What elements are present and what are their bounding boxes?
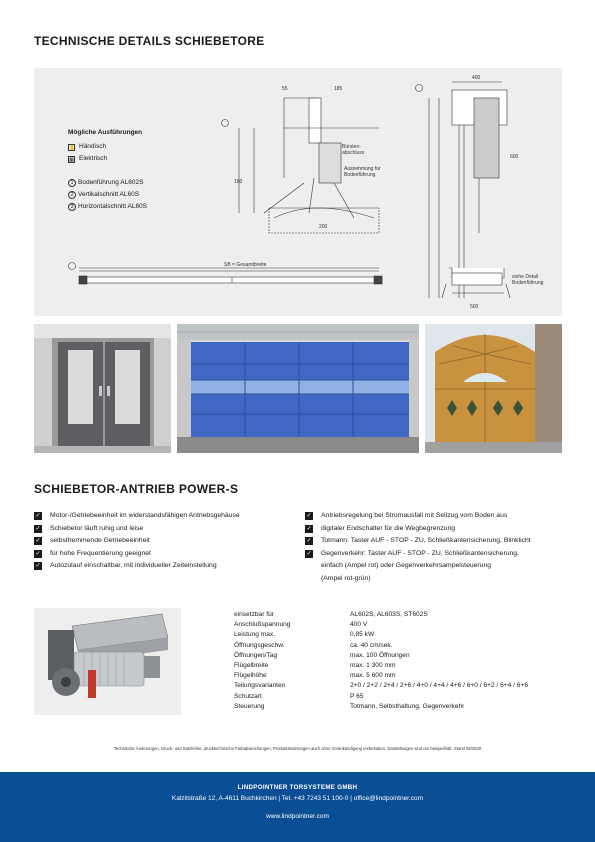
list-item <box>305 535 565 548</box>
spec-value: max. 5 600 mm <box>350 672 396 680</box>
table-row <box>234 681 580 691</box>
spec-value: 400 V <box>350 621 368 629</box>
svg-text:Ausnehmung für: Ausnehmung für <box>344 166 381 172</box>
checkbox-icon: ✓ <box>306 538 312 545</box>
list-item-text: Antriebsregelung bei Stromausfall mit Seilzug vom Boden aus <box>321 512 508 519</box>
legend-view-label: Bodenführung AL602S <box>78 179 144 186</box>
number-badge: 1 <box>68 179 76 187</box>
detail-marker-1 <box>222 120 229 127</box>
checkbox-icon: ✓ <box>35 525 41 532</box>
technical-drawing-panel <box>34 68 562 316</box>
list-item-text: Schiebetor läuft ruhig und leise <box>50 524 144 532</box>
spec-key: einsetzbar für <box>234 611 274 618</box>
svg-text:400: 400 <box>472 75 481 81</box>
table-row <box>234 661 580 671</box>
checkbox-icon: ✓ <box>306 525 312 532</box>
number-badge: 2 <box>68 191 76 199</box>
spec-key: Schutzart <box>234 692 262 700</box>
detail-marker-2 <box>416 85 423 92</box>
list-item <box>34 510 294 523</box>
spec-key: Teilungsvarianten <box>234 682 286 690</box>
svg-text:55: 55 <box>282 86 288 92</box>
number-badge: 3 <box>68 203 76 211</box>
list-item-text: Motor-/Getriebeeinheit im widerstandsfähigen Antriebsgehäuse <box>50 512 240 519</box>
list-item-text: für hohe Frequentierung geeignet <box>50 549 151 557</box>
table-row <box>234 651 580 661</box>
svg-text:Bodenführung: Bodenführung <box>344 172 376 178</box>
list-item <box>305 510 565 523</box>
spec-value: Totmann, Selbsthaltung, Gegenverkehr <box>350 702 465 710</box>
spec-value: max. 100 Öffnungen <box>350 651 410 659</box>
list-item <box>34 523 294 536</box>
spec-value: 2+0 / 2+2 / 2+4 / 2+6 / 4+0 / 4+4 / 4+6 / 6+0 / 6+2 / 6+4 / 6+6 <box>350 682 528 690</box>
svg-text:Bürsten-: Bürsten- <box>342 144 361 150</box>
legend-heading: Mögliche Ausführungen <box>68 129 143 136</box>
table-row <box>234 630 580 640</box>
checkbox-icon: ✓ <box>35 563 41 570</box>
hand-icon: ✋ <box>69 144 76 151</box>
list-item <box>34 548 294 561</box>
list-item <box>305 523 565 536</box>
list-item-text: Gegenverkehr: Taster AUF - STOP - ZU, Schließkantensicherung, einfach (Ampel rot) oder Gegenverkehrsampelsteuerung (Ampel rot-grün) <box>321 549 519 582</box>
svg-text:600: 600 <box>510 154 519 160</box>
table-row <box>234 620 580 630</box>
svg-text:siehe Detail: siehe Detail <box>512 274 539 280</box>
spec-key: Flügelhöhe <box>234 672 267 680</box>
detail-marker-3 <box>69 263 76 270</box>
variant-legend <box>68 127 147 213</box>
company-name: LINDPOINTNER TORSYSTEME GMBH <box>237 784 358 791</box>
checkbox-icon: ✓ <box>306 550 312 557</box>
legend-variant-electric <box>68 153 147 165</box>
table-row <box>234 692 580 702</box>
spec-value: max. 1 300 mm <box>350 661 396 669</box>
feature-list-right <box>305 510 565 586</box>
table-row <box>234 610 580 620</box>
page-footer <box>0 772 595 842</box>
company-address: Kalzitstraße 12, A-4611 Buchkirchen | Tel. +43 7243 51 100-0 | office@lindpointner.com <box>171 795 424 802</box>
legend-view-label: Horizontalschnitt AL60S <box>78 203 148 210</box>
spec-value: P 65 <box>350 692 364 700</box>
svg-text:abschluss: abschluss <box>342 150 365 156</box>
legend-variant-label: Elektrisch <box>79 155 108 162</box>
spec-key: Öffnungsgeschw. <box>234 641 285 649</box>
motor-icon: ▦ <box>69 156 74 163</box>
feature-list-left <box>34 510 294 573</box>
svg-text:500: 500 <box>470 304 479 310</box>
checkbox-icon: ✓ <box>35 513 41 519</box>
section-title-technical-details: TECHNISCHE DETAILS SCHIEBETORE <box>34 34 265 48</box>
spec-table <box>234 610 580 712</box>
list-item <box>305 548 565 586</box>
spec-value: AL602S, AL603S, ST602S <box>350 611 428 618</box>
list-item-text: selbsthemmende Getriebeeinheit <box>50 537 150 545</box>
spec-key: Flügelbreite <box>234 661 269 669</box>
checkbox-icon: ✓ <box>35 550 41 557</box>
spec-key: Öffnungen/Tag <box>234 651 278 659</box>
legend-view-3 <box>68 201 147 213</box>
checkbox-icon: ✓ <box>35 538 41 545</box>
drive-motor-image <box>34 608 181 715</box>
website-link[interactable]: www.lindpointner.com <box>266 813 329 820</box>
spec-key: Steuerung <box>234 702 265 710</box>
legend-view-2 <box>68 189 147 201</box>
legend-variant-manual <box>68 141 147 153</box>
spec-key: Leistung max. <box>234 631 276 639</box>
svg-text:185: 185 <box>334 86 343 92</box>
photo-grey-double-door <box>34 324 171 453</box>
table-row <box>234 702 580 712</box>
photo-blue-sectional-door <box>177 324 419 453</box>
svg-text:200: 200 <box>319 224 328 230</box>
legend-view-label: Vertikalschnitt AL60S <box>78 191 140 198</box>
checkbox-icon: ✓ <box>306 513 312 519</box>
legend-variant-label: Händisch <box>79 143 107 150</box>
table-row <box>234 641 580 651</box>
list-item <box>34 560 294 573</box>
svg-text:Bodenführung: Bodenführung <box>512 280 544 286</box>
spec-key: Anschlußspannung <box>234 621 291 629</box>
table-row <box>234 671 580 681</box>
list-item-text: Totmann: Taster AUF - STOP - ZU, Schließkantensicherung, Blinklicht <box>321 537 531 545</box>
legend-view-1 <box>68 177 147 189</box>
list-item <box>34 535 294 548</box>
svg-text:160: 160 <box>234 179 243 185</box>
spec-value: ca. 40 cm/sek. <box>350 641 393 649</box>
svg-text:SB = Gesamtbreite: SB = Gesamtbreite <box>224 262 267 268</box>
list-item-text: Autozulauf einschaltbar, mit individueller Zeiteinstellung <box>50 562 217 570</box>
spec-value: 0,85 kW <box>350 631 375 639</box>
list-item-text: digitaler Endschalter für die Wegbegrenzung <box>321 524 456 532</box>
photo-wooden-gate <box>425 324 562 453</box>
section-title-drive: SCHIEBETOR-ANTRIEB POWER-S <box>34 482 239 496</box>
legal-footnote: Technische Änderungen, Druck- und Satzfehler, drucktechnische Farbabweichungen, Produktänderungen auch ohne Vorankündigung vorbehalten. Darstellungen sind nur beispielhaft. Stand 05/2020 <box>113 746 482 751</box>
